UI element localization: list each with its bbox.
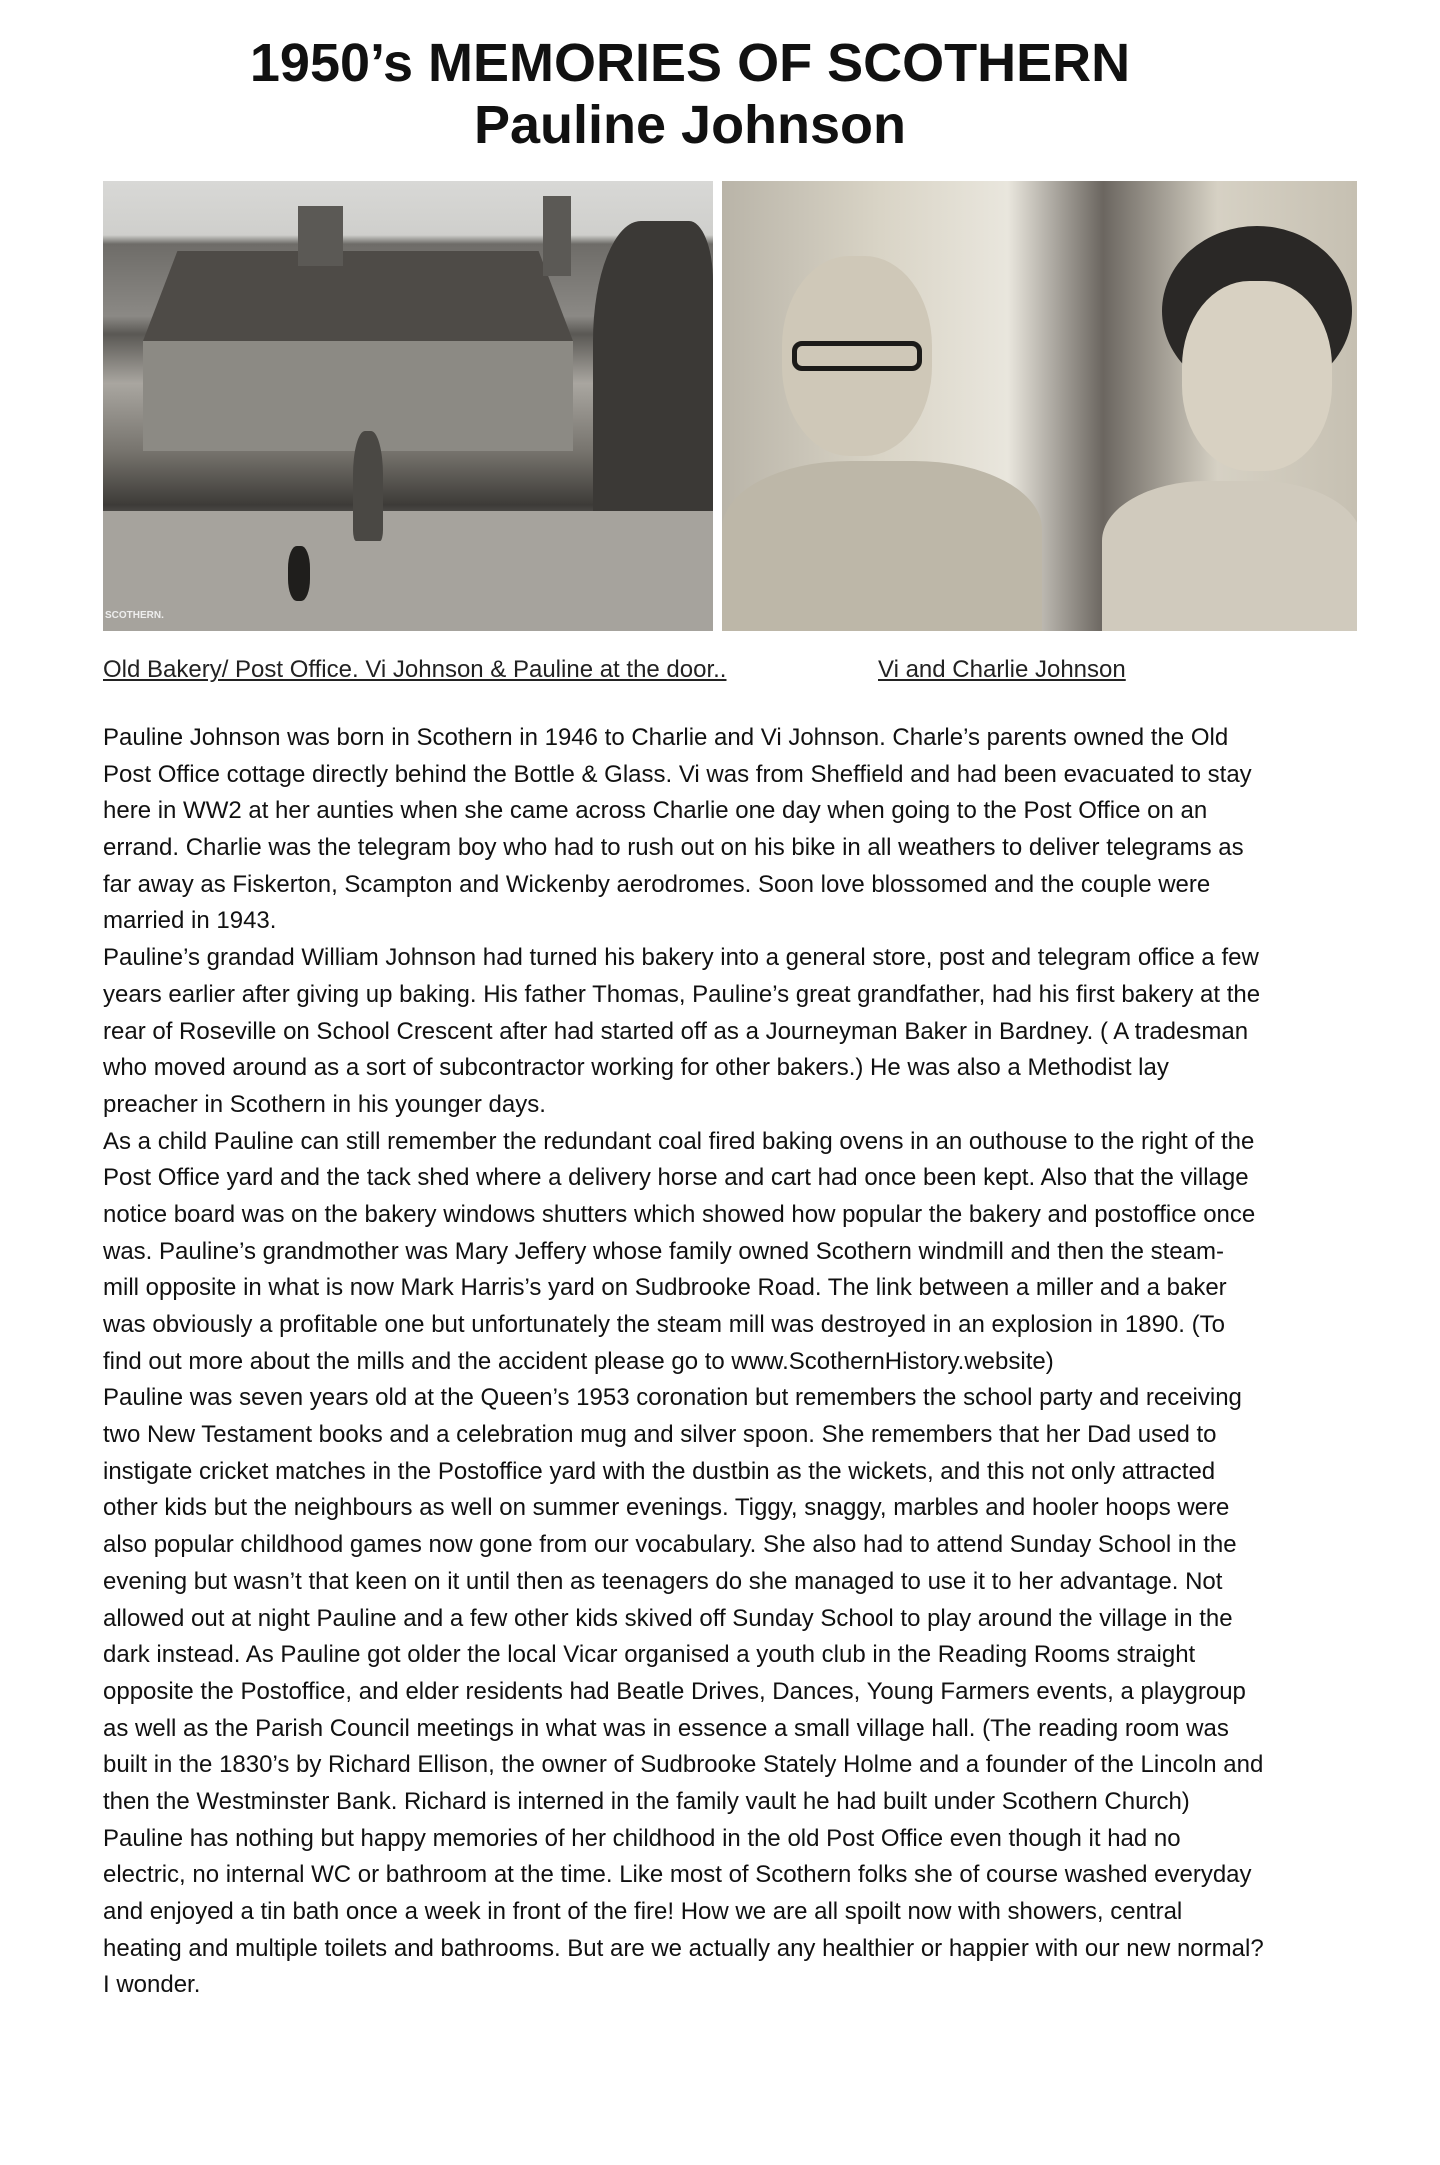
charlie-glasses [792,341,922,371]
body-text-line: was obviously a profitable one but unfortunately the steam mill was destroyed in an explosion in 1890. (To [103,1311,1225,1338]
vi-charlie-caption: Vi and Charlie Johnson [878,656,1126,683]
body-text-line: Pauline has nothing but happy memories of her childhood in the old Post Office even though it had no [103,1824,1181,1852]
body-text-line: far away as Fiskerton, Scampton and Wickenby aerodromes. Soon love blossomed and the couple were [103,870,1211,898]
body-text-line: instigate cricket matches in the Postoffice yard with the dustbin as the wickets, and this not only attracted [103,1457,1216,1485]
dog [288,546,310,601]
body-text-line: mill opposite in what is now Mark Harris’s yard on Sudbrooke Road. The link between a miller and a baker [103,1274,1227,1302]
body-text-line: notice board was on the bakery windows shutters which showed how popular the bakery and postoffice once [103,1200,1256,1228]
woman-figure [353,431,383,541]
body-text-line: Post Office cottage directly behind the Bottle & Glass. Vi was from Sheffield and had been evacuated to stay [103,760,1252,788]
body-text-line: find out more about the mills and the accident please go to www.ScothernHistory.website) [103,1347,1054,1375]
photo-stamp: SCOTHERN. [105,610,164,621]
body-text-line: who moved around as a sort of subcontractor working for other bakers.) He was also a Methodist lay [103,1054,1169,1082]
body-text-line: heating and multiple toilets and bathrooms. But are we actually any healthier or happier with our new normal? [103,1934,1264,1962]
body-text-line: other kids but the neighbours as well on summer evenings. Tiggy, snaggy, marbles and hooler hoops were [103,1494,1230,1522]
body-text-line: Pauline Johnson was born in Scothern in 1946 to Charlie and Vi Johnson. Charle’s parents owned the Old [103,724,1229,751]
body-text-line: and enjoyed a tin bath once a week in front of the fire! How we are all spoilt now with showers, central [103,1898,1183,1925]
charlie-body [722,461,1042,631]
old-bakery-photo [103,181,713,631]
chimney [298,206,343,266]
old-bakery-caption: Old Bakery/ Post Office. Vi Johnson & Pauline at the door.. [103,656,727,683]
body-text-line: evening but wasn’t that keen on it until then as teenagers do she managed to use it to her advantage. Not [103,1567,1223,1595]
body-text-line: Post Office yard and the tack shed where a delivery horse and cart had once been kept. Also that the village [103,1164,1249,1192]
body-text-line: was. Pauline’s grandmother was Mary Jeffery whose family owned Scothern windmill and then the steam- [103,1237,1224,1265]
body-text-line: electric, no internal WC or bathroom at the time. Like most of Scothern folks she of course washed everyday [103,1861,1252,1889]
body-text-line: built in the 1830’s by Richard Ellison, the owner of Sudbrooke Stately Holme and a founder of the Lincoln and [103,1751,1264,1779]
vi-and-charlie-photo [722,181,1357,631]
cottage-wall [143,341,573,451]
body-text-line: dark instead. As Pauline got older the local Vicar organised a youth club in the Reading Rooms straight [103,1641,1196,1669]
body-text-line: also popular childhood games now gone from our vocabulary. She also had to attend Sunday School in the [103,1531,1237,1559]
body-text-line: errand. Charlie was the telegram boy who had to rush out on his bike in all weathers to deliver telegrams as [103,834,1244,862]
page-title: 1950’s MEMORIES OF SCOTHERN [249,33,1131,93]
body-text-line: opposite the Postoffice, and elder residents had Beatle Drives, Dances, Young Farmers events, a playgroup [103,1677,1246,1705]
vi-face [1182,281,1332,471]
body-text-line: as well as the Parish Council meetings in what was in essence a small village hall. (The reading room was [103,1714,1229,1742]
body-text-line: here in WW2 at her aunties when she came across Charlie one day when going to the Post Office on an [103,797,1208,825]
article-body [103,720,1343,2004]
body-text-line: then the Westminster Bank. Richard is interned in the family vault he had built under Scothern Church) [103,1787,1190,1815]
body-text-line: rear of Roseville on School Crescent after had started off as a Journeyman Baker in Bardney. ( A tradesman [103,1017,1249,1045]
path [103,511,713,631]
page-subtitle: Pauline Johnson [473,95,907,155]
chimney [543,196,571,276]
body-text-line: allowed out at night Pauline and a few other kids skived off Sunday School to play around the village in the [103,1604,1233,1632]
body-text-line: years earlier after giving up baking. His father Thomas, Pauline’s great grandfather, had his first bakery at the [103,980,1261,1008]
body-text-line: preacher in Scothern in his younger days. [103,1090,546,1118]
body-text-line: As a child Pauline can still remember the redundant coal fired baking ovens in an outhouse to the right of the [103,1127,1255,1155]
cottage-roof [143,251,573,341]
body-text-line: two New Testament books and a celebration mug and silver spoon. She remembers that her Dad used to [103,1421,1217,1449]
body-text-line: I wonder. [103,1971,201,1999]
body-text-line: Pauline was seven years old at the Queen’s 1953 coronation but remembers the school party and receiving [103,1384,1242,1412]
body-text-line: married in 1943. [103,907,277,935]
vi-body [1102,481,1357,631]
tree [593,221,713,521]
body-text-line: Pauline’s grandad William Johnson had turned his bakery into a general store, post and telegram office a few [103,944,1259,972]
